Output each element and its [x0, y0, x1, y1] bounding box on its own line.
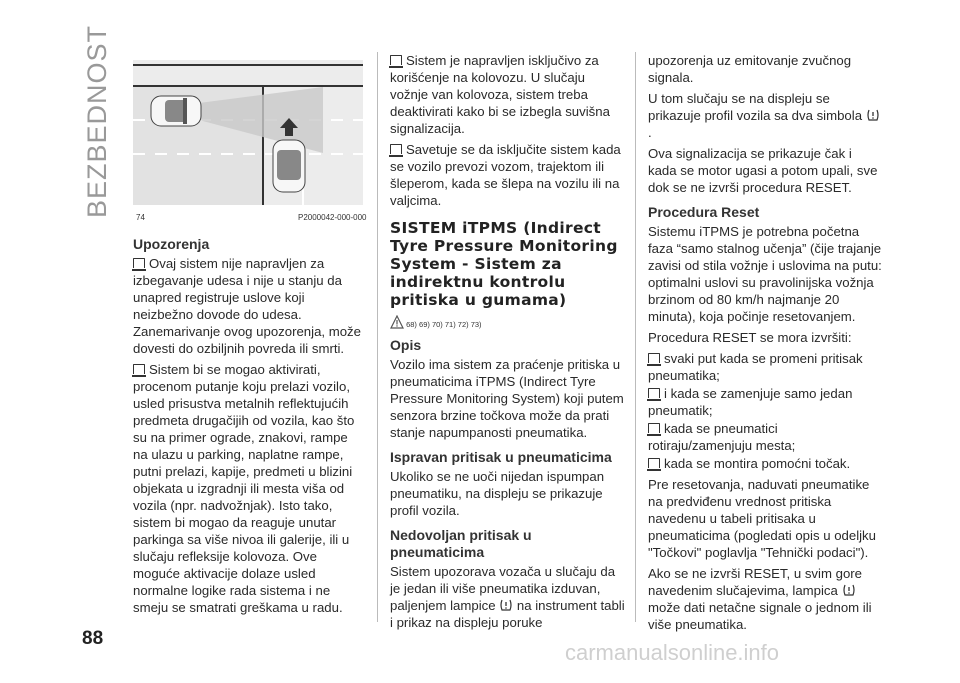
bullet-icon: [648, 458, 660, 468]
heading-reset: Procedura Reset: [648, 204, 760, 220]
watermark: carmanualsonline.info: [565, 640, 780, 665]
paragraph: Pre resetovanja, naduvati pneumatike na predviđenu vrednost pritiska navedenu u tabeli pritisaka u pneumaticima (pogledati opis u odeljku "Točkovi" poglavlja "Tehnički podaci").: [648, 477, 876, 560]
warning-triangle-icon: [390, 315, 404, 329]
column-divider: [635, 52, 636, 622]
car-top-view: [151, 96, 201, 126]
note-icon: [133, 258, 145, 268]
heading-ispravan: Ispravan pritisak u pneumaticima: [390, 449, 612, 465]
paragraph: Sistem upozorava vozača u slučaju da je jedan ili više pneumatika izduvan, paljenjem lampice na instrument tabli i prikaz na displeju poruke: [390, 564, 625, 630]
paragraph: Savetuje se da isključite sistem kada se vozilo prevozi vozom, trajektom ili šleperom, kada se šlepa na vozilu ili na valjcima.: [390, 142, 621, 208]
paragraph: Sistem je napravljen isključivo za korišćenje na kolovozu. U slučaju vožnje van kolovoza, sistem treba deaktivirati kako bi se izbegla suvišna signalizacija.: [390, 53, 610, 136]
paragraph: U tom slučaju se na displeju se prikazuje profil vozila sa dva simbola .: [648, 90, 883, 141]
column-divider: [377, 52, 378, 622]
bullet-icon: [648, 423, 660, 433]
figure-code: P2000042-000-000: [298, 213, 367, 222]
column-2: [390, 52, 625, 635]
paragraph: Ova signalizacija se prikazuje čak i kada se motor ugasi a potom upali, sve dok se ne izvrši procedura RESET.: [648, 146, 878, 195]
note-icon: [133, 364, 145, 374]
column-1: [133, 228, 363, 620]
column-3: [648, 52, 883, 637]
paragraph: Vozilo ima sistem za praćenje pritiska u pneumaticima iTPMS (Indirect Tyre Pressure Monitoring System) koji putem senzora brzine točkova može da prati stanje napumpanosti pneumatika.: [390, 357, 624, 440]
note-icon: [390, 144, 402, 154]
bullet-icon: [648, 353, 660, 363]
paragraph: Procedura RESET se mora izvršiti:: [648, 330, 852, 345]
list-item: svaki put kada se promeni pritisak pneumatika;: [648, 351, 863, 383]
page-number: 88: [82, 628, 104, 649]
paragraph: Sistem bi se mogao aktivirati, procenom putanje koju prelazi vozilo, usled prisustva metalnih reflektujućih predmeta drugačijih od vozila, kao što su na primer ograde, znakovi, rampe na ulazu u parking, naplatne rampe, putni prelazi, kapije, predmeti u blizini objekata u izgradnji ili mesta viša od vozila (npr. nadvožnjak). Isto tako, sistem bi mogao da reaguje unutar parkinga sa više nivoa ili galerije, ili u slučaju refleksije kolovoza. Ove moguće aktivacije dolaze usled normalne logike rada sistema i ne smeju se smatrati greškama u radu.: [133, 362, 355, 615]
warning-references: 68) 69) 70) 71) 72) 73): [390, 315, 625, 329]
paragraph: Sistemu iTPMS je potrebna početna faza “samo stalnog učenja” (čije trajanje zavisi od stila vožnje i uslovima na putu: optimalni uslovi su pravolinijska vožnja brzinom od 80 km/h najmanje 20 minuta), koja počinje resetovanjem.: [648, 224, 882, 324]
paragraph: Ukoliko se ne uoči nijedan ispumpan pneumatiku, na displeju se prikazuje profil vozila.: [390, 469, 605, 518]
car-rear-view: [273, 140, 305, 192]
radar-figure: [133, 60, 363, 205]
note-icon: [390, 55, 402, 65]
paragraph: Ako se ne izvrši RESET, u svim gore navedenim slučajevima, lampica može dati netačne signale o jednom ili više pneumatika.: [648, 566, 872, 632]
bullet-icon: [648, 388, 660, 398]
figure-number: 74: [136, 213, 145, 222]
list-item: kada se pneumatici rotiraju/zamenjuju mesta;: [648, 421, 796, 453]
heading-upozorenja: Upozorenja: [133, 236, 210, 252]
heading-opis: Opis: [390, 337, 422, 353]
paragraph: upozorenja uz emitovanje zvučnog signala.: [648, 53, 852, 85]
list-item: i kada se zamenjuje samo jedan pneumatik;: [648, 386, 853, 418]
tyre-pressure-warning-icon: [499, 598, 513, 612]
section-title: SISTEM iTPMS (Indirect Tyre Pressure Monitoring System - Sistem za indirektnu kontrolu pritiska u gumama): [390, 219, 618, 309]
tyre-pressure-warning-icon: [866, 108, 880, 122]
list-item: kada se montira pomoćni točak.: [648, 455, 883, 472]
chapter-title: BEZBEDNOST: [82, 24, 112, 218]
tyre-pressure-warning-icon: [842, 583, 856, 597]
paragraph: Ovaj sistem nije napravljen za izbegavanje udesa i nije u stanju da unapred registruje uslove koji neizbežno dovode do udesa. Zanemarivanje ovog upozorenja, može dovesti do ozbiljnih povreda ili smrti.: [133, 256, 361, 356]
heading-nedovoljan: Nedovoljan pritisak u pneumaticima: [390, 527, 532, 560]
